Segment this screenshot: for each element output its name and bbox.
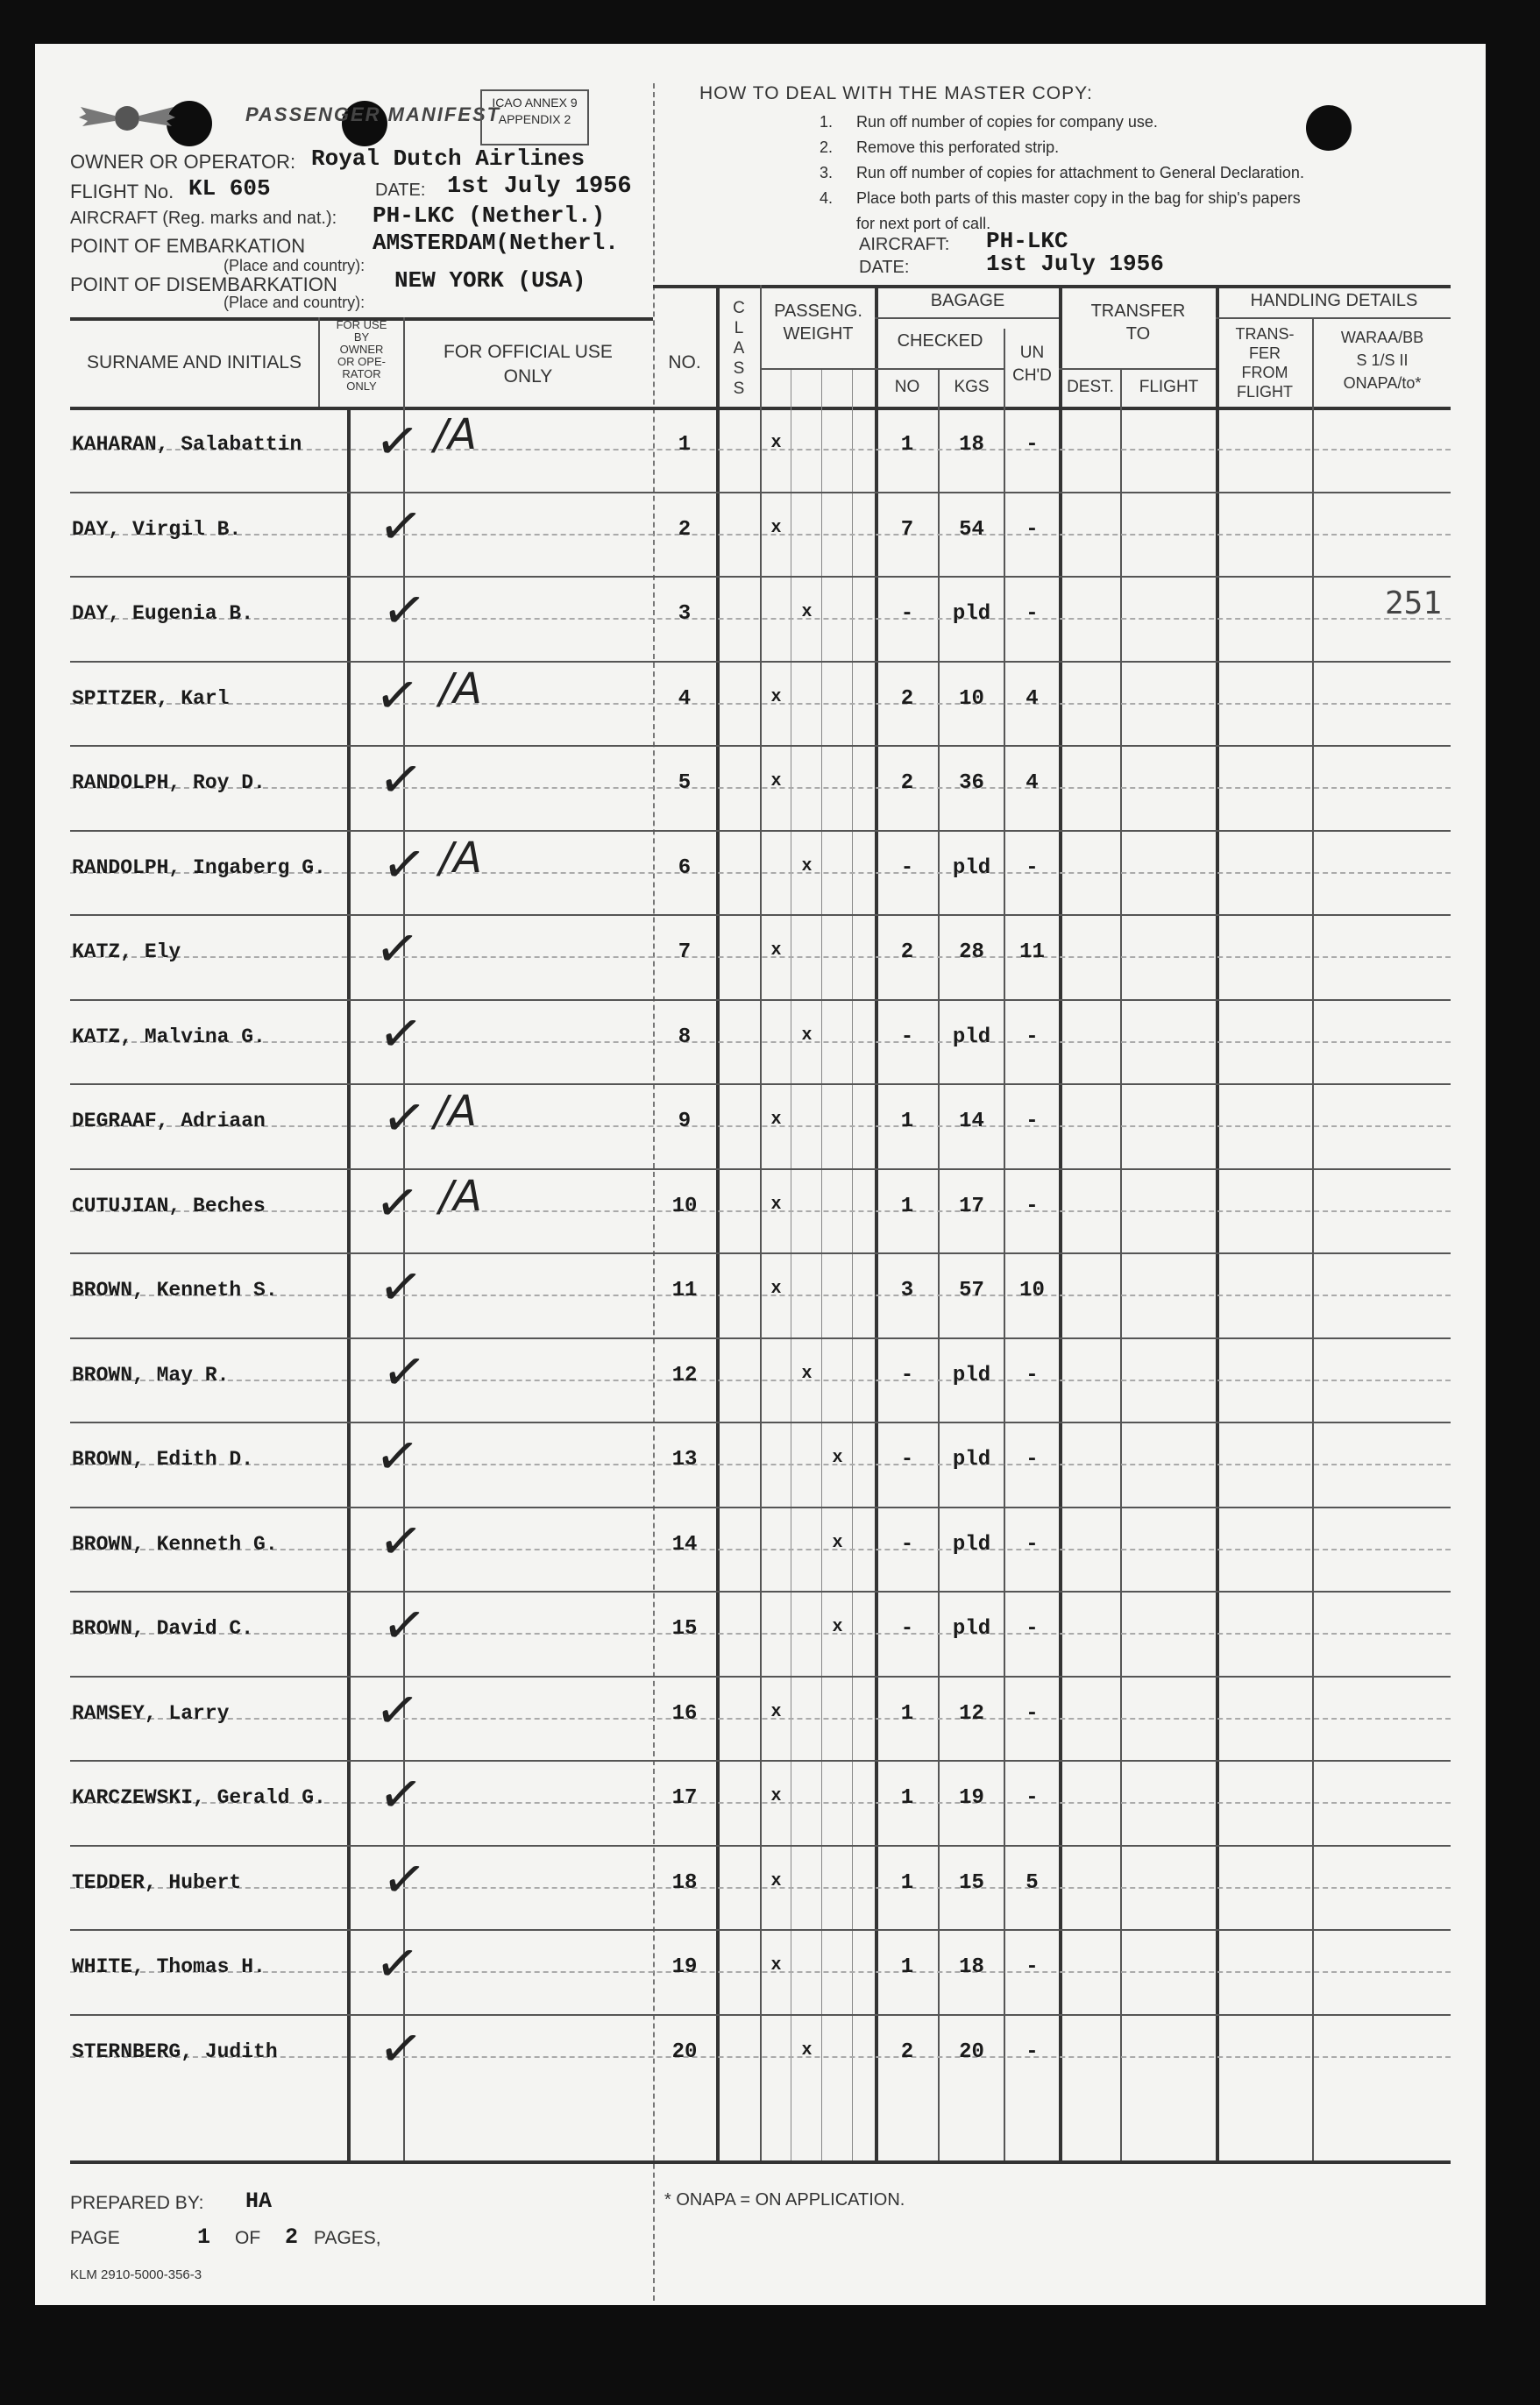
col-header-for-use: FOR USE BY OWNER OR OPE- RATOR ONLY (336, 318, 387, 393)
bagage-checked-no: 1 (900, 433, 914, 457)
passenger-no: 13 (671, 1448, 698, 1472)
row-separator (70, 1252, 1451, 1254)
passenger-name: DEGRAAF, Adriaan (72, 1110, 266, 1132)
col-header-waraa: WARAA/BB S 1/S II ONAPA/to* (1340, 329, 1424, 392)
place-country-note-1: (Place and country): (224, 257, 365, 274)
bagage-checked-no: - (900, 602, 914, 626)
col-line-class-left (716, 285, 720, 2160)
bagage-unchecked: - (1025, 433, 1039, 457)
row-separator (70, 1845, 1451, 1847)
of-label: OF (235, 2228, 261, 2248)
bagage-checked-kgs: pld (952, 1025, 991, 1049)
bagage-checked-no: 1 (900, 1701, 914, 1726)
passenger-no: 11 (671, 1279, 698, 1302)
passenger-weight-mark: x (832, 1448, 843, 1468)
check-mark-icon: ✓ (371, 1930, 423, 1998)
bagage-checked-kgs: pld (952, 1532, 991, 1557)
bagage-unchecked: - (1025, 602, 1039, 626)
passenger-weight-mark: x (770, 1786, 782, 1806)
check-mark-icon: ✓ (374, 746, 427, 814)
bagage-checked-no: - (900, 1448, 914, 1472)
bagage-unchecked: - (1025, 1025, 1039, 1049)
passenger-name: STERNBERG, Judith (72, 2040, 278, 2063)
row-mid-rule (70, 1971, 1451, 1973)
bagage-checked-kgs: pld (952, 1363, 991, 1387)
table-top-rule-right (653, 285, 1451, 288)
bagage-checked-kgs: 14 (959, 1110, 984, 1133)
passenger-no: 1 (678, 433, 692, 457)
embark-label: POINT OF EMBARKATION (70, 235, 306, 257)
col-header-unchd: UN CH'D (1012, 344, 1052, 385)
passenger-no: 2 (678, 517, 692, 542)
master-item: 2. Remove this perforated strip. (820, 138, 1060, 156)
bagage-checked-kgs: 10 (959, 686, 984, 711)
passenger-name: BROWN, May R. (72, 1363, 230, 1387)
punch-hole-right (1306, 105, 1352, 151)
passenger-weight-mark: x (801, 2040, 813, 2061)
row-mid-rule (70, 1210, 1451, 1212)
col-line-foruse-body (347, 407, 351, 2160)
row-mid-rule (70, 787, 1451, 789)
flight-label: FLIGHT No. (70, 181, 174, 202)
bagage-checked-no: 7 (900, 517, 914, 542)
row-mid-rule (70, 703, 1451, 705)
passenger-no: 10 (671, 1194, 698, 1218)
bagage-unchecked: - (1025, 1786, 1039, 1810)
passenger-no: 9 (678, 1110, 692, 1133)
bagage-checked-kgs: 28 (959, 940, 984, 964)
passenger-no: 8 (678, 1025, 692, 1049)
passenger-no: 7 (678, 940, 692, 964)
flight-value: KL 605 (188, 175, 271, 202)
row-mid-rule (70, 618, 1451, 620)
passenger-no: 6 (678, 855, 692, 880)
row-mid-rule (70, 1633, 1451, 1635)
bagage-checked-no: 1 (900, 1194, 914, 1218)
bagage-unchecked: - (1025, 517, 1039, 542)
row-separator (70, 1507, 1451, 1508)
bagage-checked-kgs: 57 (959, 1279, 984, 1302)
passenger-weight-mark: x (801, 1025, 813, 1046)
row-separator (70, 576, 1451, 578)
bagage-unchecked: 10 (1019, 1279, 1045, 1302)
bagage-unchecked: - (1025, 2040, 1039, 2064)
check-mark-icon: ✓ (378, 1338, 430, 1406)
passenger-name: WHITE, Thomas H. (72, 1955, 266, 1978)
bagage-unchecked: - (1025, 1532, 1039, 1557)
passenger-weight-mark: x (801, 1363, 813, 1384)
date-label: DATE: (375, 181, 426, 200)
col-header-checked: CHECKED (897, 331, 983, 351)
col-header-class: C L A S S (733, 299, 745, 398)
passenger-weight-mark: x (832, 1617, 843, 1637)
passenger-name: KATZ, Ely (72, 940, 181, 963)
embark-value: AMSTERDAM(Netherl. (373, 230, 619, 256)
passenger-no: 19 (671, 1955, 698, 1979)
klm-wings-logo-icon (79, 96, 175, 140)
master-item: 4. Place both parts of this master copy in the bag for ship's papers (820, 189, 1301, 207)
col-line-handling-left (1216, 285, 1219, 2160)
bagage-checked-no: - (900, 1617, 914, 1641)
bagage-checked-no: - (900, 1363, 914, 1387)
col-line-flight-left (1120, 368, 1122, 2160)
date-value: 1st July 1956 (447, 174, 632, 200)
col-line-weight-2 (821, 368, 822, 2160)
master-item: for next port of call. (856, 215, 991, 232)
master-date-value: 1st July 1956 (986, 251, 1164, 277)
row-mid-rule (70, 1041, 1451, 1043)
passenger-name: BROWN, Kenneth S. (72, 1279, 278, 1302)
pages-label: PAGES, (314, 2228, 381, 2248)
bagage-checked-kgs: pld (952, 1448, 991, 1472)
col-header-checked-kgs: KGS (954, 378, 990, 396)
initials-ia-mark: /A (439, 663, 483, 713)
place-country-note-2: (Place and country): (224, 294, 365, 311)
passenger-name: BROWN, Kenneth G. (72, 1532, 278, 1556)
col-header-flight: FLIGHT (1139, 378, 1199, 396)
passenger-name: TEDDER, Hubert (72, 1870, 242, 1894)
check-mark-icon: ✓ (371, 1422, 423, 1491)
master-item: 1. Run off number of copies for company use. (820, 113, 1158, 131)
bagage-checked-kgs: 20 (959, 2040, 984, 2064)
icao-appendix: APPENDIX 2 (498, 111, 571, 126)
row-separator (70, 1760, 1451, 1762)
row-separator (70, 745, 1451, 747)
check-mark-icon: ✓ (371, 915, 423, 983)
check-mark-icon: ✓ (374, 1761, 427, 1829)
passenger-no: 17 (671, 1786, 698, 1810)
check-mark-icon: ✓ (371, 1169, 423, 1237)
bagage-unchecked: - (1025, 1110, 1039, 1133)
bagage-checked-kgs: 18 (959, 433, 984, 457)
page-label: PAGE (70, 2228, 120, 2248)
owner-value: Royal Dutch Airlines (311, 145, 585, 172)
check-mark-icon: ✓ (374, 2015, 427, 2082)
col-header-dest: DEST. (1067, 378, 1114, 396)
of-value: 2 (285, 2224, 299, 2250)
bagage-subheader-rule (875, 317, 1059, 319)
col-header-checked-no: NO (894, 378, 920, 396)
check-mark-icon: ✓ (378, 1846, 430, 1913)
passenger-name: BROWN, David C. (72, 1617, 254, 1640)
passenger-weight-mark: x (770, 686, 782, 707)
disembark-label: POINT OF DISEMBARKATION (70, 273, 337, 295)
weight-subheader-rule (760, 368, 875, 370)
master-heading: HOW TO DEAL WITH THE MASTER COPY: (699, 83, 1093, 103)
passenger-name: RANDOLPH, Ingaberg G. (72, 855, 326, 879)
bagage-unchecked: 4 (1025, 686, 1039, 711)
bagage-checked-kgs: 17 (959, 1194, 984, 1218)
table-bottom-rule (70, 2160, 1451, 2164)
icao-annex: ICAO ANNEX 9 (492, 96, 578, 110)
bagage-checked-kgs: 19 (959, 1786, 984, 1810)
row-separator (70, 1591, 1451, 1593)
row-separator (70, 2014, 1451, 2016)
bagage-unchecked: - (1025, 1701, 1039, 1726)
row-separator (70, 1676, 1451, 1678)
bagage-unchecked: - (1025, 1448, 1039, 1472)
col-header-surname: SURNAME AND INITIALS (86, 352, 302, 372)
check-mark-icon: ✓ (371, 408, 423, 476)
bagage-checked-kgs: pld (952, 602, 991, 626)
page-value: 1 (197, 2224, 211, 2250)
bagage-checked-kgs: pld (952, 1617, 991, 1641)
passenger-name: BROWN, Edith D. (72, 1448, 254, 1471)
col-header-transfer-from: TRANS- FER FROM FLIGHT (1235, 325, 1295, 401)
col-line-transfer-left (1059, 285, 1062, 2160)
passenger-no: 20 (671, 2040, 698, 2064)
passenger-no: 4 (678, 686, 692, 711)
row-mid-rule (70, 1464, 1451, 1465)
bagage-unchecked: - (1025, 855, 1039, 880)
row-separator (70, 661, 1451, 663)
row-mid-rule (70, 956, 1451, 958)
passenger-name: SPITZER, Karl (72, 686, 230, 710)
row-separator (70, 999, 1451, 1001)
passenger-name: RAMSEY, Larry (72, 1701, 230, 1725)
owner-label: OWNER OR OPERATOR: (70, 151, 296, 173)
master-date-label: DATE: (859, 258, 910, 277)
passenger-name: KARCZEWSKI, Gerald G. (72, 1786, 326, 1809)
check-mark-icon: ✓ (371, 1677, 423, 1744)
bagage-checked-kgs: 15 (959, 1870, 984, 1895)
initials-ia-mark: /A (439, 1171, 483, 1221)
bagage-checked-no: - (900, 1532, 914, 1557)
row-mid-rule (70, 534, 1451, 536)
bagage-checked-no: - (900, 1025, 914, 1049)
check-mark-icon: ✓ (378, 577, 430, 645)
passenger-no: 16 (671, 1701, 698, 1726)
check-mark-icon: ✓ (374, 1000, 427, 1068)
col-header-weight: PASSENG. WEIGHT (774, 302, 862, 344)
passenger-weight-mark: x (770, 1870, 782, 1891)
row-mid-rule (70, 1125, 1451, 1127)
master-aircraft-value: PH-LKC (986, 228, 1068, 254)
bagage-unchecked: - (1025, 1955, 1039, 1979)
bagage-unchecked: - (1025, 1617, 1039, 1641)
row-separator (70, 1337, 1451, 1339)
passenger-name: DAY, Virgil B. (72, 517, 242, 541)
bagage-checked-no: 2 (900, 940, 914, 964)
bagage-checked-no: 2 (900, 771, 914, 795)
check-mark-icon: ✓ (371, 662, 423, 729)
passenger-name: KATZ, Malvina G. (72, 1025, 266, 1048)
row-mid-rule (70, 1380, 1451, 1381)
passenger-weight-mark: x (770, 1110, 782, 1130)
aircraft-label: AIRCRAFT (Reg. marks and nat.): (70, 209, 337, 228)
initials-ia-mark: /A (434, 1087, 478, 1136)
bagage-unchecked: 11 (1019, 940, 1045, 964)
handling-subheader-rule (1216, 317, 1451, 319)
passenger-no: 14 (671, 1532, 698, 1557)
onapa-note: * ONAPA = ON APPLICATION. (664, 2190, 905, 2210)
passenger-weight-mark: x (832, 1532, 843, 1553)
row-mid-rule (70, 1718, 1451, 1720)
check-mark-icon: ✓ (374, 1253, 427, 1322)
bagage-checked-no: 2 (900, 686, 914, 711)
bagage-checked-no: 1 (900, 1110, 914, 1133)
check-mark-icon: ✓ (374, 493, 427, 560)
passenger-weight-mark: x (801, 855, 813, 876)
row-separator (70, 830, 1451, 832)
passenger-name: KAHARAN, Salabattin (72, 433, 302, 456)
disembark-value: NEW YORK (USA) (394, 267, 586, 294)
col-line-weight-3 (852, 368, 853, 2160)
col-header-transfer: TRANSFER TO (1090, 302, 1186, 344)
bagage-unchecked: - (1025, 1194, 1039, 1218)
bagage-unchecked: - (1025, 1363, 1039, 1387)
aircraft-value: PH-LKC (Netherl.) (373, 202, 606, 229)
checked-subheader-rule (875, 368, 1004, 370)
passenger-weight-mark: x (770, 1955, 782, 1976)
transfer-subheader-rule (1059, 368, 1216, 370)
passenger-no: 15 (671, 1617, 698, 1641)
bagage-checked-kgs: 36 (959, 771, 984, 795)
passenger-weight-mark: x (770, 1194, 782, 1215)
bagage-unchecked: 5 (1025, 1870, 1039, 1895)
row-separator (70, 914, 1451, 916)
check-mark-icon: ✓ (374, 1508, 427, 1575)
passenger-weight-mark: x (770, 1279, 782, 1299)
manifest-sheet (35, 44, 1486, 2305)
bagage-unchecked: 4 (1025, 771, 1039, 795)
passenger-no: 18 (671, 1870, 698, 1895)
handwritten-page-number-251: 251 (1385, 585, 1443, 621)
col-header-bagage: BAGAGE (930, 291, 1005, 310)
check-mark-icon: ✓ (378, 1592, 430, 1660)
bagage-checked-no: 1 (900, 1870, 914, 1895)
master-instructions (820, 110, 1304, 237)
bagage-checked-kgs: 54 (959, 517, 984, 542)
passenger-weight-mark: x (770, 940, 782, 961)
bagage-checked-kgs: 18 (959, 1955, 984, 1979)
row-separator (70, 1422, 1451, 1423)
icao-box (480, 89, 589, 145)
col-header-handling: HANDLING DETAILS (1250, 291, 1418, 310)
bagage-checked-no: 2 (900, 2040, 914, 2064)
col-header-no: NO. (668, 352, 701, 372)
bagage-checked-no: 3 (900, 1279, 914, 1302)
col-line-waraa-left (1312, 317, 1314, 2160)
bagage-checked-no: 1 (900, 1786, 914, 1810)
prepared-by-label: PREPARED BY: (70, 2193, 204, 2213)
passenger-name: DAY, Eugenia B. (72, 602, 254, 625)
form-title: PASSENGER MANIFEST (245, 103, 501, 125)
initials-ia-mark: /A (439, 833, 483, 883)
passenger-no: 5 (678, 771, 692, 795)
check-mark-icon: ✓ (378, 831, 430, 898)
passenger-weight-mark: x (770, 517, 782, 538)
passenger-no: 3 (678, 602, 692, 626)
passenger-name: RANDOLPH, Roy D. (72, 771, 266, 794)
col-header-official: FOR OFFICIAL USE ONLY (444, 342, 613, 387)
passenger-no: 12 (671, 1363, 698, 1387)
master-aircraft-label: AIRCRAFT: (859, 235, 950, 254)
passenger-weight-mark: x (770, 1701, 782, 1722)
master-item: 3. Run off number of copies for attachment to General Declaration. (820, 164, 1304, 181)
bagage-checked-kgs: pld (952, 855, 991, 880)
row-separator (70, 492, 1451, 493)
row-separator (70, 1083, 1451, 1085)
passenger-weight-mark: x (770, 433, 782, 453)
form-code: KLM 2910-5000-356-3 (70, 2267, 202, 2282)
passenger-weight-mark: x (801, 602, 813, 622)
bagage-checked-no: - (900, 855, 914, 880)
initials-ia-mark: /A (434, 410, 478, 459)
passenger-weight-mark: x (770, 771, 782, 791)
passenger-name: CUTUJIAN, Beches (72, 1194, 266, 1217)
row-separator (70, 1929, 1451, 1931)
row-mid-rule (70, 1887, 1451, 1889)
check-mark-icon: ✓ (378, 1084, 430, 1153)
row-separator (70, 1168, 1451, 1170)
prepared-by-value: HA (245, 2189, 273, 2214)
bagage-checked-no: 1 (900, 1955, 914, 1979)
bagage-checked-kgs: 12 (959, 1701, 984, 1726)
